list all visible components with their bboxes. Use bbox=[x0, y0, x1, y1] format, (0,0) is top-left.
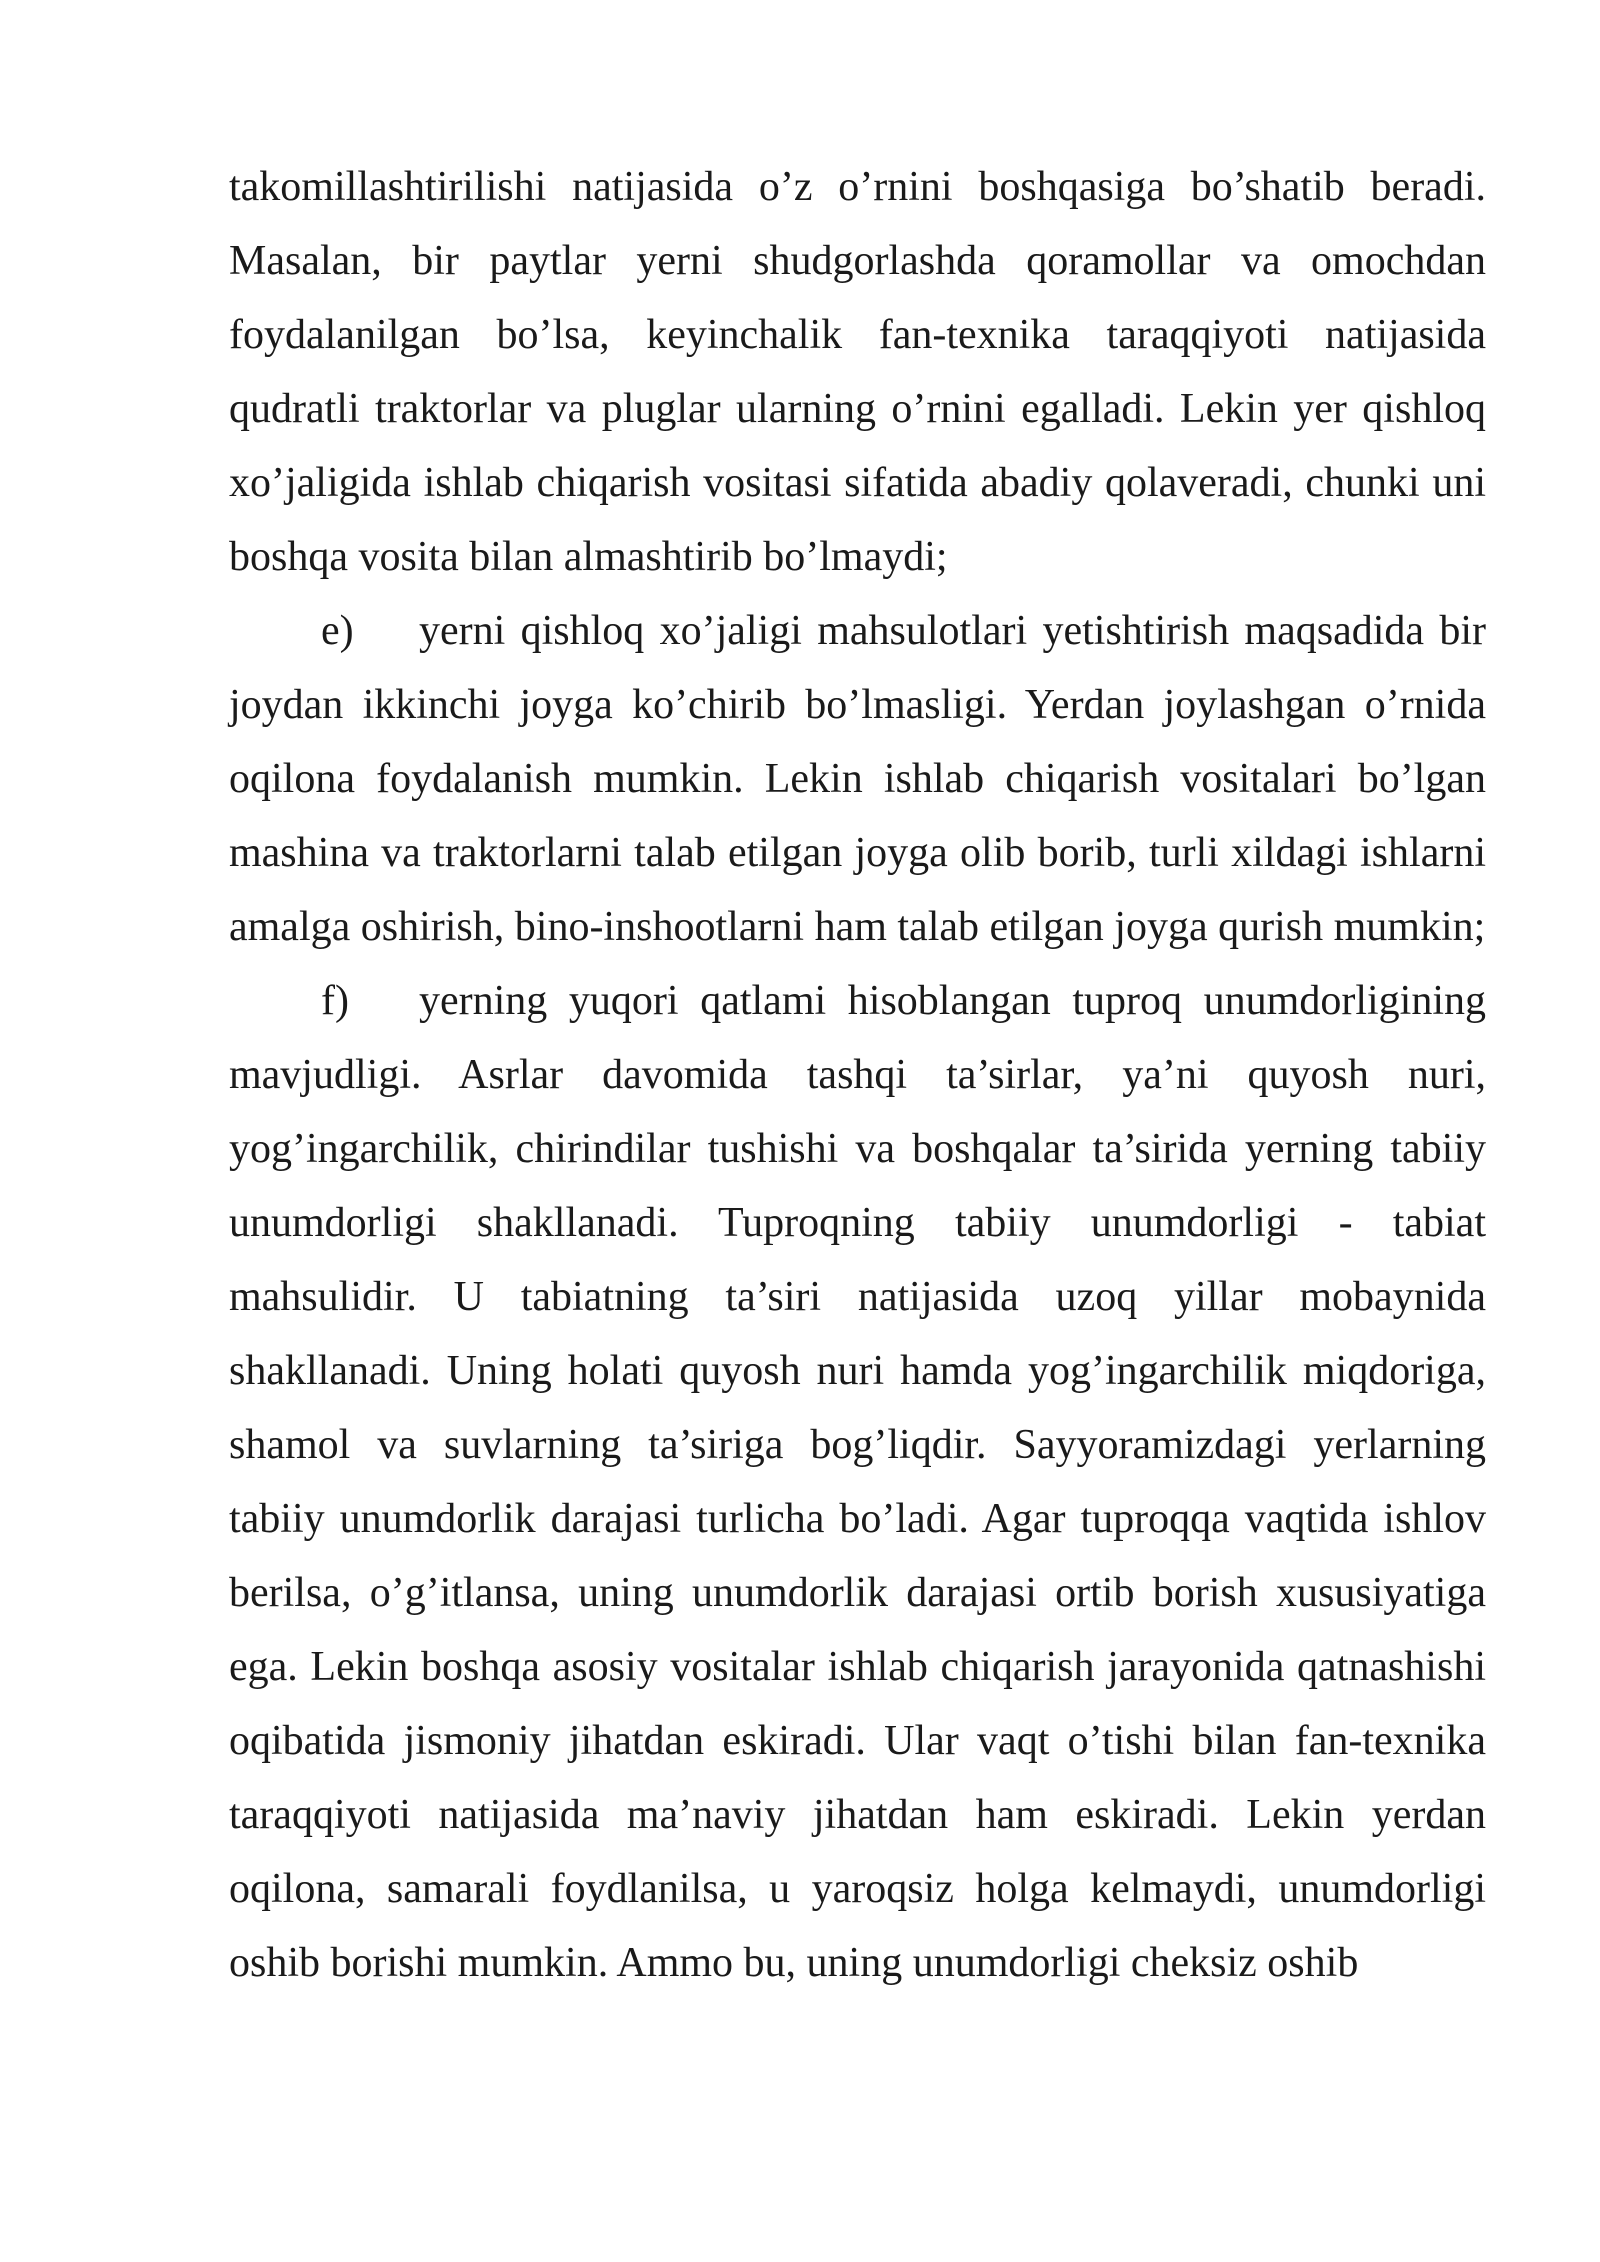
list-item-f bbox=[229, 964, 1486, 2000]
document-page bbox=[229, 150, 1486, 2000]
list-item-text: yerni qishloq xo’jaligi mahsulotlari yetishtirish maqsadida bir joydan ikkinchi joyga ko’chirib bo’lmasligi. Yerdan joylashgan o’rnida oqilona foydalanish mumkin. Lekin ishlab chiqarish vositalari bo’lgan mashina va traktorlarni talab etilgan joyga olib borib, turli xildagi ishlarni amalga oshirish, bino-inshootlarni ham talab etilgan joyga qurish mumkin; bbox=[229, 608, 1486, 950]
list-item-e bbox=[229, 594, 1486, 964]
list-marker: f) bbox=[321, 978, 349, 1024]
list-item-text: yerning yuqori qatlami hisoblangan tuproq unumdorligining mavjudligi. Asrlar davomida tashqi ta’sirlar, ya’ni quyosh nuri, yog’ingarchilik, chirindilar tushishi va boshqalar ta’sirida yerning tabiiy unumdorligi shakllanadi. Tuproqning tabiiy unumdorligi - tabiat mahsulidir. U tabiatning ta’siri natijasida uzoq yillar mobaynida shakllanadi. Uning holati quyosh nuri hamda yog’ingarchilik miqdoriga, shamol va suvlarning ta’siriga bog’liqdir. Sayyoramizdagi yerlarning tabiiy unumdorlik darajasi turlicha bo’ladi. Agar tuproqqa vaqtida ishlov berilsa, o’g’itlansa, uning unumdorlik darajasi ortib borish xususiyatiga ega. Lekin boshqa asosiy vositalar ishlab chiqarish jarayonida qatnashishi oqibatida jismoniy jihatdan eskiradi. Ular vaqt o’tishi bilan fan-texnika taraqqiyoti natijasida ma’naviy jihatdan ham eskiradi. Lekin yerdan oqilona, samarali foydlanilsa, u yaroqsiz holga kelmaydi, unumdorligi oshib borishi mumkin. Ammo bu, uning unumdorligi cheksiz oshib bbox=[229, 978, 1486, 1986]
paragraph-continuation: takomillashtirilishi natijasida o’z o’rnini boshqasiga bo’shatib beradi. Masalan, bir paytlar yerni shudgorlashda qoramollar va omochdan foydalanilgan bo’lsa, keyinchalik fan-texnika taraqqiyoti natijasida qudratli traktorlar va pluglar ularning o’rnini egalladi. Lekin yer qishloq xo’jaligida ishlab chiqarish vositasi sifatida abadiy qolaveradi, chunki uni boshqa vosita bilan almashtirib bo’lmaydi; bbox=[229, 164, 1486, 580]
list-marker: e) bbox=[321, 608, 354, 654]
